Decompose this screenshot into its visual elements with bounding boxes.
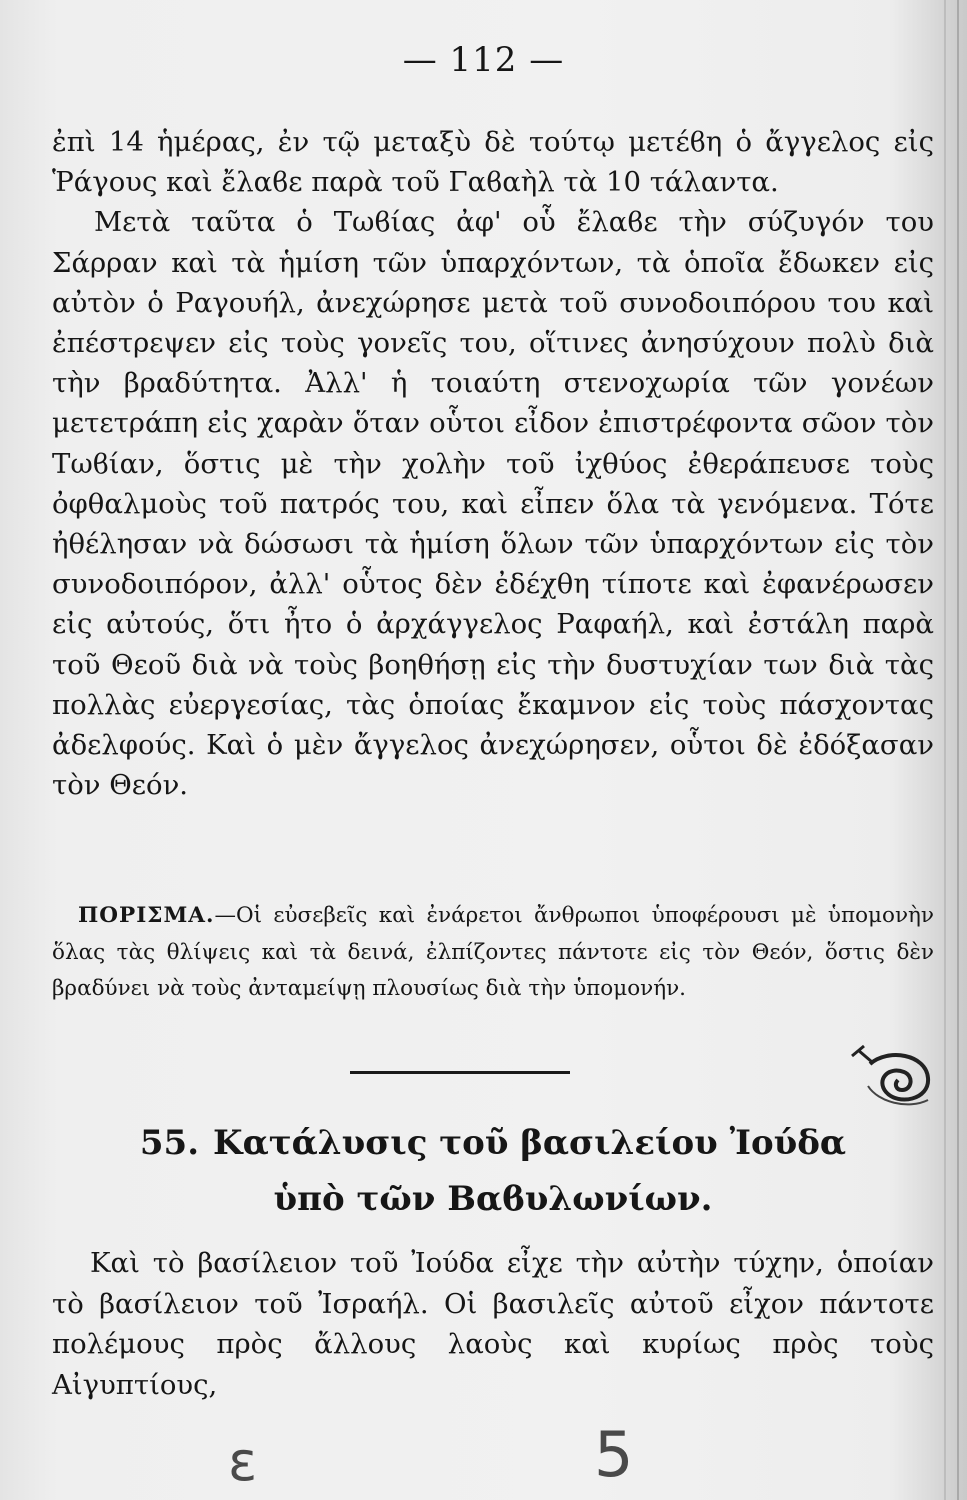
section-title-line1: Κατάλυσις τοῦ βασιλείου Ἰούδα (213, 1123, 847, 1163)
section-title-line2: ὑπὸ τῶν Βαϐυλωνίων. (273, 1179, 713, 1219)
section-heading (52, 1115, 934, 1227)
spiral-ornament-icon (848, 1040, 938, 1112)
corollary (52, 898, 934, 1008)
page-number: — 112 — (402, 40, 565, 80)
paragraph: Μετὰ ταῦτα ὁ Τωϐίας ἀφ' οὗ ἔλαϐε τὴν σύζυγόν του Σάρραν καὶ τὰ ἡμίση τῶν ὑπαρχόντων, τὰ ὁποῖα ἔδωκεν εἰς αὐτὸν ὁ Ραγουήλ, ἀνεχώρησε μετὰ τοῦ συνοδοιπόρου του καὶ ἐπέστρεψεν εἰς τοὺς γονεῖς του, οἵτινες ἀνησύχουν πολὺ διὰ τὴν βραδύτητα. Ἀλλ' ἡ τοιαύτη στενοχωρία τῶν γονέων μετετράπη εἰς χαρὰν ὅταν οὗτοι εἶδον ἐπιστρέφοντα σῶον τὸν Τωϐίαν, ὅστις μὲ τὴν χολὴν τοῦ ἰχθύος ἐθεράπευσε τοὺς ὀφθαλμοὺς τοῦ πατρός του, καὶ εἶπεν ὅλα τὰ γενόμενα. Τότε ἠθέλησαν νὰ δώσωσι τὰ ἡμίση ὅλων τῶν ὑπαρχόντων εἰς τὸν συνοδοιπόρον, ἀλλ' οὗτος δὲν ἐδέχθη τίποτε καὶ ἐφανέρωσεν εἰς αὐτούς, ὅτι ἦτο ὁ ἀρχάγγελος Ραφαήλ, καὶ ἐστάλη παρὰ τοῦ Θεοῦ διὰ νὰ τοὺς βοηθήσῃ εἰς τὴν δυστυχίαν των διὰ τὰς πολλὰς εὐεργεσίας, τὰς ὁποίας ἔκαμνον εἰς τοὺς πάσχοντας ἀδελφούς. Καὶ ὁ μὲν ἄγγελος ἀνεχώρησεν, οὗτοι δὲ ἐδόξασαν τὸν Θεόν. (52, 206, 934, 802)
section-heading-line (52, 1115, 934, 1171)
body-text (52, 122, 934, 805)
section-number: 55. (139, 1123, 200, 1163)
paragraph: ἐπὶ 14 ἡμέρας, ἐν τῷ μεταξὺ δὲ τούτῳ μετέϐη ὁ ἄγγελος εἰς Ῥάγους καὶ ἔλαϐε παρὰ τοῦ Γαϐαὴλ τὰ 10 τάλαντα. (52, 126, 934, 199)
corollary-text: —Οἱ εὐσεβεῖς καὶ ἐνάρετοι ἄνθρωποι ὑποφέρουσι μὲ ὑπομονὴν ὅλας τὰς θλίψεις καὶ τὰ δεινά, ἐλπίζοντες πάντοτε εἰς τὸν Θεόν, ὅστις δὲν βραδύνει νὰ τοὺς ἀνταμείψῃ πλουσίως διὰ τὴν ὑπομονήν. (52, 903, 934, 1001)
corollary-label: ΠΟΡΙΣΜΑ. (78, 903, 215, 928)
page-edge-shadow (944, 0, 946, 1500)
page-edge-shadow (957, 0, 959, 1500)
section-divider (350, 1071, 570, 1074)
pencil-mark-right: 5 (594, 1418, 634, 1491)
pencil-mark-left: ε (228, 1430, 258, 1493)
section-paragraph: Καὶ τὸ βασίλειον τοῦ Ἰούδα εἶχε τὴν αὐτὴν τύχην, ὁποίαν τὸ βασίλειον τοῦ Ἰσραήλ. Οἱ βασιλεῖς αὐτοῦ εἶχον πάντοτε πολέμους πρὸς ἄλλους λαοὺς καὶ κυρίως πρὸς τοὺς Αἰγυπτίους, (52, 1247, 934, 1401)
